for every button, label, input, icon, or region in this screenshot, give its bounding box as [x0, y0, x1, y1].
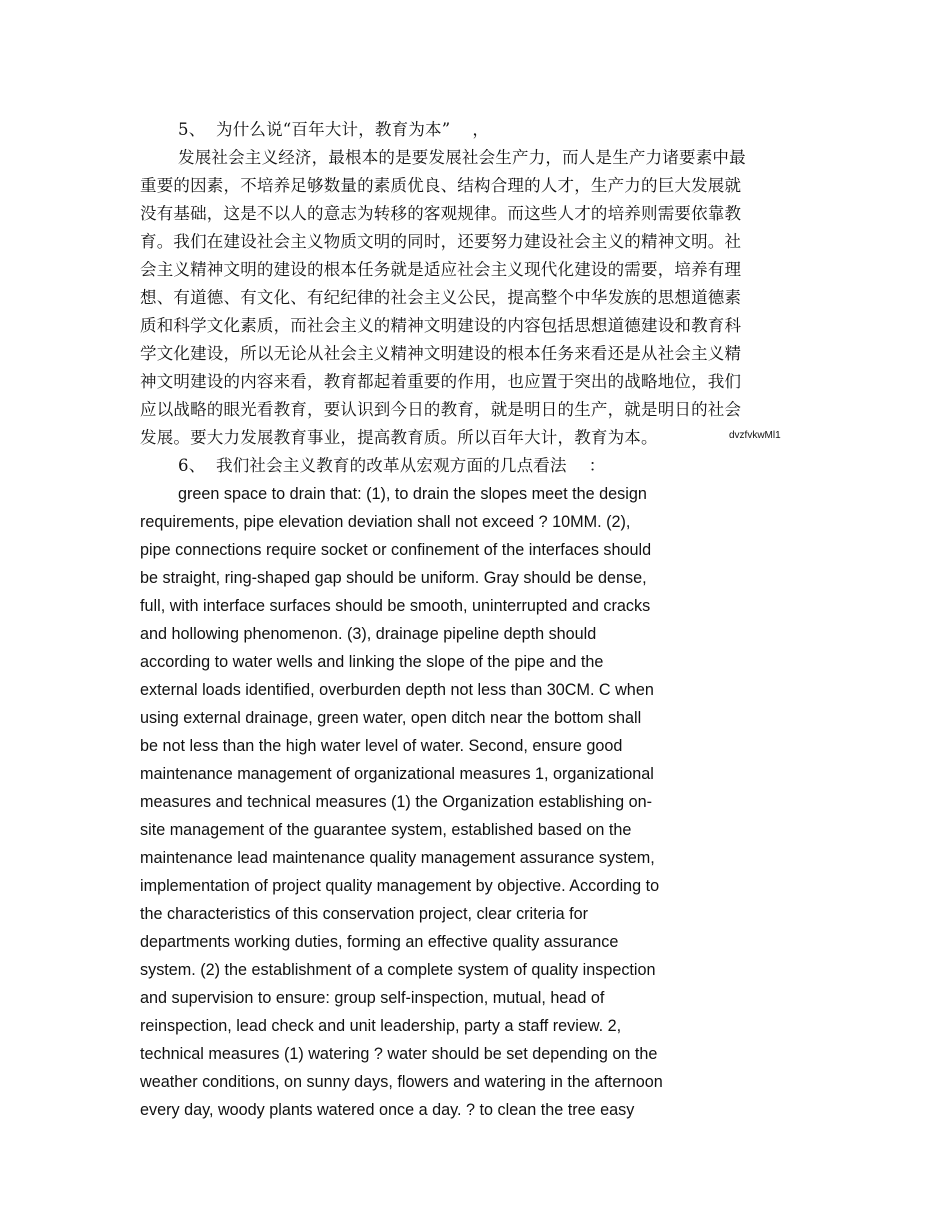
paragraph-line: 神文明建设的内容来看，教育都起着重要的作用，也应置于突出的战略地位，我们 — [140, 372, 742, 391]
body-line: requirements, pipe elevation deviation shall not exceed ? 10MM. (2), — [140, 513, 631, 531]
body-line: maintenance lead maintenance quality management assurance system, — [140, 849, 655, 867]
body-line: using external drainage, green water, open ditch near the bottom shall — [140, 709, 642, 727]
body-line: pipe connections require socket or confinement of the interfaces should — [140, 541, 652, 559]
body-line: according to water wells and linking the slope of the pipe and the — [140, 653, 604, 671]
paragraph-line: 学文化建设，所以无论从社会主义精神文明建设的根本任务来看还是从社会主义精 — [140, 344, 742, 363]
body-line: reinspection, lead check and unit leadership, party a staff review. 2, — [140, 1017, 622, 1035]
paragraph-line: 没有基础，这是不以人的意志为转移的客观规律。而这些人才的培养则需要依靠教 — [140, 204, 742, 223]
section-6-title: 我们社会主义教育的改革从宏观方面的几点看法 — [216, 456, 567, 475]
section-6-heading — [178, 452, 605, 480]
section-6-title-tail: ： — [588, 456, 606, 475]
paragraph-line: 应以战略的眼光看教育，要认识到今日的教育，就是明日的生产，就是明日的社会 — [140, 400, 742, 419]
body-line: technical measures (1) watering ? water should be set depending on the — [140, 1045, 658, 1063]
body-line: every day, woody plants watered once a day. ? to clean the tree easy — [140, 1101, 635, 1119]
body-line: departments working duties, forming an effective quality assurance — [140, 933, 619, 951]
paragraph-line: 质和科学文化素质，而社会主义的精神文明建设的内容包括思想道德建设和教育科 — [140, 316, 742, 335]
body-line: be straight, ring-shaped gap should be uniform. Gray should be dense, — [140, 569, 647, 587]
body-line: green space to drain that: (1), to drain the slopes meet the design — [178, 485, 647, 503]
section-5-heading — [178, 116, 489, 144]
section-5-number: 5、 — [178, 120, 206, 139]
section-5-title: 为什么说“百年大计，教育为本” — [216, 120, 451, 139]
paragraph-line: 会主义精神文明的建设的根本任务就是适应社会主义现代化建设的需要，培养有理 — [140, 260, 742, 279]
document-code: dvzfvkwMl1 — [729, 430, 781, 441]
body-line: site management of the guarantee system, established based on the — [140, 821, 632, 839]
paragraph-line: 育。我们在建设社会主义物质文明的同时，还要努力建设社会主义的精神文明。社 — [140, 232, 742, 251]
section-5-title-tail: ， — [472, 120, 490, 139]
body-line: weather conditions, on sunny days, flowers and watering in the afternoon — [140, 1073, 663, 1091]
body-line: and supervision to ensure: group self-inspection, mutual, head of — [140, 989, 605, 1007]
paragraph-line: 重要的因素，不培养足够数量的素质优良、结构合理的人才，生产力的巨大发展就 — [140, 176, 742, 195]
body-line: implementation of project quality management by objective. According to — [140, 877, 660, 895]
body-line: measures and technical measures (1) the Organization establishing on- — [140, 793, 652, 811]
paragraph-line: 想、有道德、有文化、有纪纪律的社会主义公民，提高整个中华发族的思想道德素 — [140, 288, 742, 307]
section-6-number: 6、 — [178, 456, 206, 475]
body-line: external loads identified, overburden depth not less than 30CM. C when — [140, 681, 654, 699]
body-line: and hollowing phenomenon. (3), drainage pipeline depth should — [140, 625, 597, 643]
body-line: maintenance management of organizational measures 1, organizational — [140, 765, 654, 783]
paragraph-line: 发展。要大力发展教育事业，提高教育质。所以百年大计，教育为本。 — [140, 428, 658, 447]
paragraph-line: 发展社会主义经济，最根本的是要发展社会生产力，而人是生产力诸要素中最 — [178, 148, 746, 167]
body-line: system. (2) the establishment of a complete system of quality inspection — [140, 961, 656, 979]
body-line: the characteristics of this conservation project, clear criteria for — [140, 905, 589, 923]
body-line: be not less than the high water level of water. Second, ensure good — [140, 737, 623, 755]
body-line: full, with interface surfaces should be smooth, uninterrupted and cracks — [140, 597, 651, 615]
